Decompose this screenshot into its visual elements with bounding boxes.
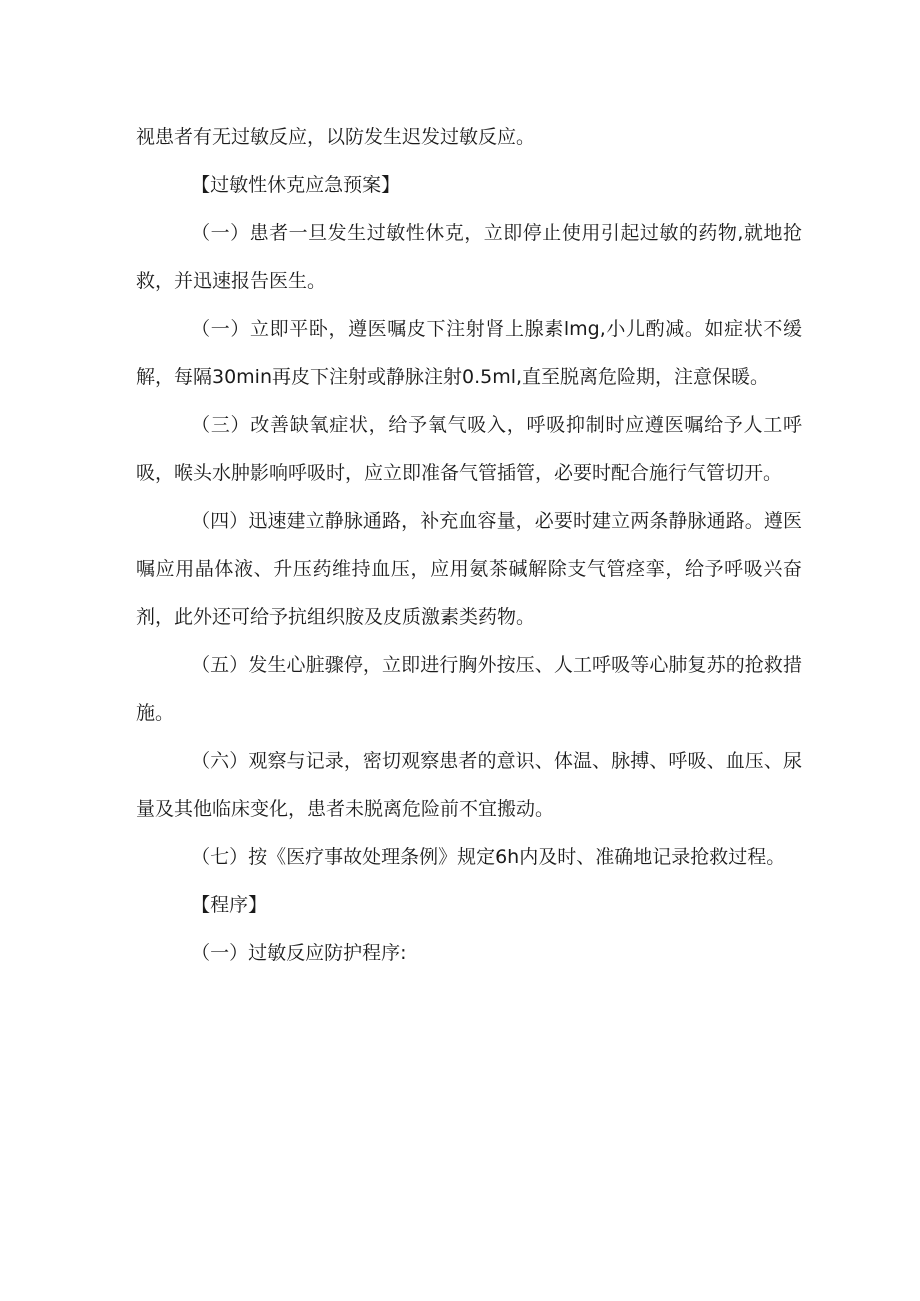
paragraph-step-5: （五）发生心脏骤停，立即进行胸外按压、人工呼吸等心肺复苏的抢救措施。 (136, 654, 802, 724)
section-heading-anaphylactic-shock-plan: 【过敏性休克应急预案】 (191, 174, 401, 196)
paragraph-procedure-1: （一）过敏反应防护程序: (191, 942, 407, 964)
paragraph-step-4: （四）迅速建立静脉通路，补充血容量，必要时建立两条静脉通路。遵医嘱应用晶体液、升压药维持血压，应用氨茶碱解除支气管痉挛，给予呼吸兴奋剂，此外还可给予抗组织胺及皮质激素类药物。 (136, 510, 802, 628)
document-body (136, 113, 802, 977)
paragraph-step-6: （六）观察与记录，密切观察患者的意识、体温、脉搏、呼吸、血压、尿量及其他临床变化，患者未脱离危险前不宜搬动。 (136, 750, 802, 820)
paragraph-step-2: （一）立即平卧，遵医嘱皮下注射肾上腺素lmg,小儿酌减。如症状不缓解，每隔30min再皮下注射或静脉注射0.5ml,直至脱离危险期，注意保暖。 (136, 318, 802, 388)
paragraph-step-7: （七）按《医疗事故处理条例》规定6h内及时、准确地记录抢救过程。 (191, 846, 786, 868)
paragraph-step-3: （三）改善缺氧症状，给予氧气吸入，呼吸抑制时应遵医嘱给予人工呼吸，喉头水肿影响呼吸时，应立即准备气管插管，必要时配合施行气管切开。 (136, 414, 802, 484)
continuation-paragraph: 视患者有无过敏反应，以防发生迟发过敏反应。 (136, 126, 536, 148)
paragraph-step-1: （一）患者一旦发生过敏性休克，立即停止使用引起过敏的药物,就地抢救，并迅速报告医生。 (136, 222, 802, 292)
section-heading-procedure: 【程序】 (191, 894, 268, 916)
